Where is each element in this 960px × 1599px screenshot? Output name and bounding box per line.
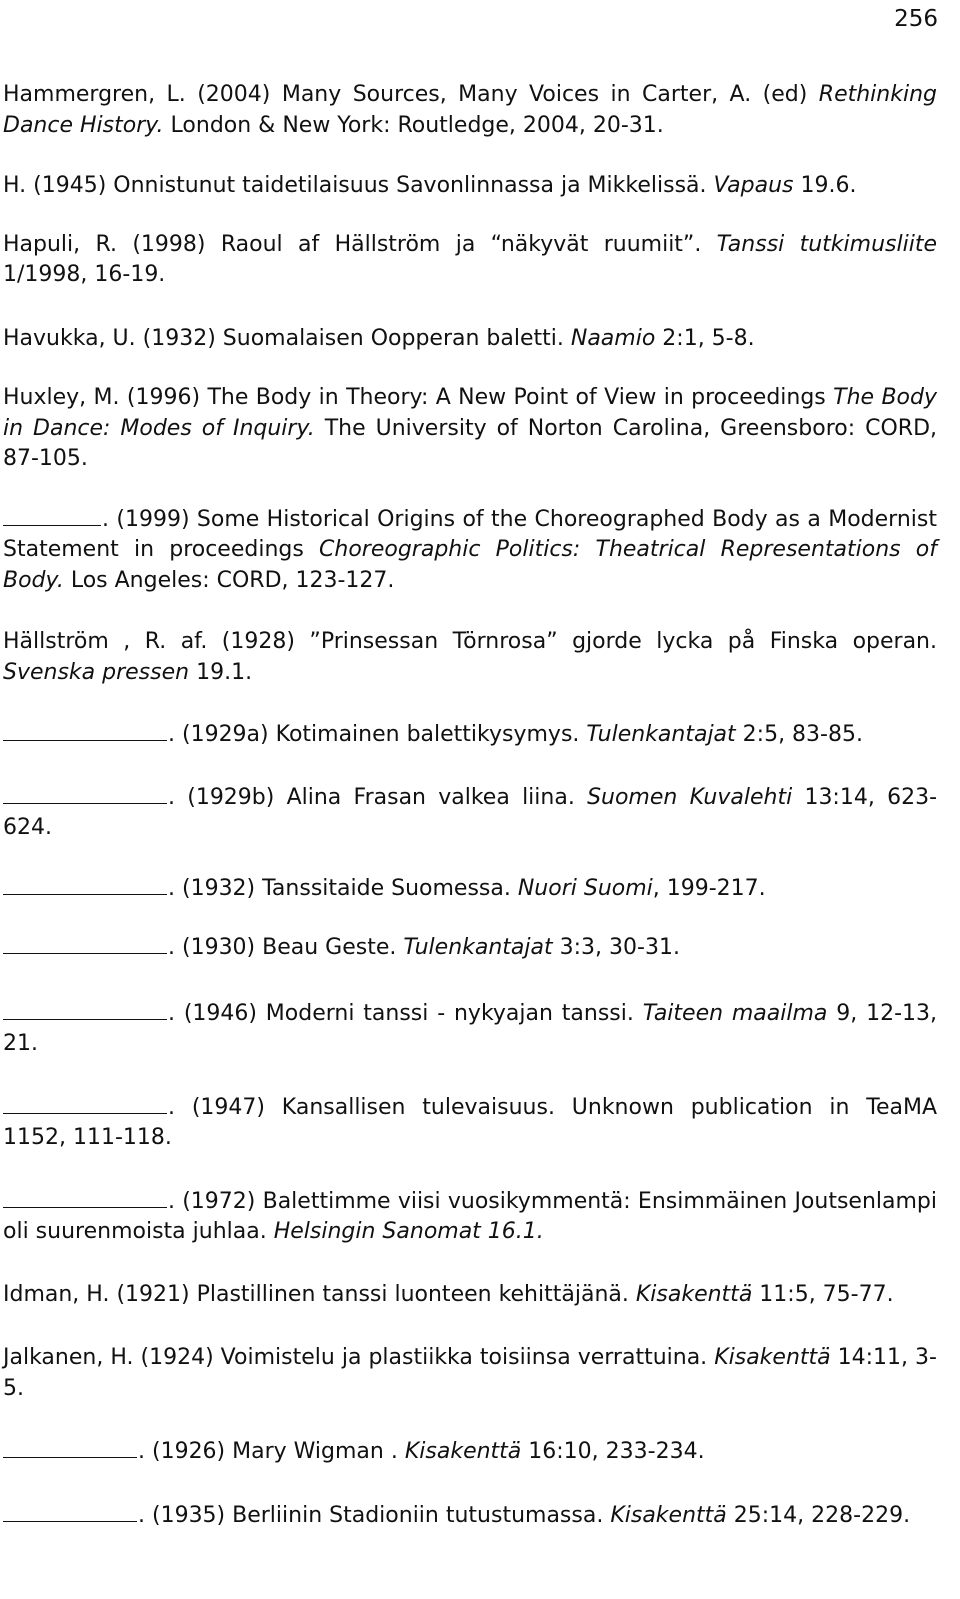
reference-text: . (1947) Kansallisen tulevaisuus. Unknown publication in TeaMA 1152, 111-118.	[3, 1094, 937, 1150]
reference-text: Hammergren, L. (2004) Many Sources, Many Voices in Carter, A. (ed)	[3, 82, 819, 107]
reference-text: . (1929a) Kotimainen balettikysymys.	[168, 722, 587, 747]
reference-title: Rethinking Dance History.	[3, 82, 937, 138]
reference-text: . (1926) Mary Wigman .	[138, 1439, 405, 1464]
reference-title: Kisakenttä	[610, 1502, 727, 1528]
reference-entry	[3, 627, 937, 688]
reference-entry	[3, 1280, 937, 1311]
reference-text: London & New York: Routledge, 2004, 20-31.	[163, 112, 664, 138]
author-repeat-line	[3, 718, 167, 741]
author-repeat-line	[3, 781, 167, 804]
reference-text: The University of Norton Carolina, Greensboro: CORD, 87-105.	[3, 415, 937, 471]
reference-entry	[3, 1499, 937, 1532]
reference-text: . (1946) Moderni tanssi - nykyajan tanssi.	[168, 1000, 643, 1026]
reference-title: Naamio	[570, 325, 656, 351]
reference-text: 2:1, 5-8.	[655, 325, 755, 351]
author-repeat-line	[3, 1091, 167, 1114]
reference-text: 2:5, 83-85.	[735, 722, 863, 747]
reference-text: 25:14, 228-229.	[726, 1502, 911, 1528]
reference-text: . (1932) Tanssitaide Suomessa.	[168, 875, 518, 901]
reference-title: Taiteen maailma	[642, 1000, 828, 1026]
author-repeat-line	[3, 1435, 137, 1458]
reference-text: Idman, H. (1921) Plastillinen tanssi luonteen kehittäjänä.	[3, 1281, 636, 1307]
reference-text: Jalkanen, H. (1924) Voimistelu ja plastiikka toisiinsa verrattuina.	[3, 1345, 715, 1370]
reference-entry	[3, 872, 937, 905]
reference-title: Kisakenttä	[404, 1439, 522, 1464]
reference-entry	[3, 383, 937, 475]
reference-text: Huxley, M. (1996) The Body in Theory: A New Point of View in proceedings	[3, 385, 834, 410]
reference-text: Hällström , R. af. (1928) ”Prinsessan Törnrosa” gjorde lycka på Finska operan.	[3, 629, 937, 654]
reference-entry	[3, 324, 937, 355]
reference-title: Suomen Kuvalehti	[587, 784, 793, 810]
author-repeat-line	[3, 1185, 167, 1208]
reference-title: Vapaus	[713, 173, 794, 198]
reference-title: Kisakenttä	[714, 1345, 831, 1370]
reference-title: Nuori Suomi	[517, 875, 653, 901]
reference-text: 14:11, 3-5.	[3, 1345, 937, 1401]
reference-text: . (1972) Balettimme viisi vuosikymmentä: Ensimmäinen Joutsenlampi oli suurenmoista juhlaa.	[3, 1188, 937, 1244]
reference-text: , 199-217.	[652, 875, 766, 901]
reference-title: Kisakenttä	[635, 1281, 753, 1307]
reference-title: Tulenkantajat	[403, 935, 553, 960]
reference-text: 13:14, 623-624.	[3, 784, 938, 840]
reference-entry	[3, 931, 937, 964]
reference-entry	[3, 781, 937, 844]
reference-entry	[3, 503, 937, 597]
reference-text: Hapuli, R. (1998) Raoul af Hällström ja “näkyvät ruumiit”.	[3, 231, 717, 257]
reference-text: . (1930) Beau Geste.	[168, 935, 404, 960]
reference-title: Svenska pressen	[3, 659, 190, 685]
reference-entry	[3, 1091, 937, 1154]
reference-title: Tulenkantajat	[586, 722, 736, 747]
reference-text: Los Angeles: CORD, 123-127.	[63, 567, 395, 593]
reference-title: The Body in Dance: Modes of Inquiry.	[3, 385, 937, 441]
reference-title: Choreographic Politics: Theatrical Representations of Body.	[3, 537, 937, 593]
reference-title: Tanssi tutkimusliite	[716, 231, 937, 257]
reference-text: 16:10, 233-234.	[521, 1439, 705, 1464]
reference-entry	[3, 1185, 937, 1248]
reference-entry	[3, 230, 937, 291]
reference-text: . (1929b) Alina Frasan valkea liina.	[168, 784, 588, 810]
author-repeat-line	[3, 1499, 137, 1522]
reference-text: 19.6.	[793, 173, 857, 198]
reference-text: 11:5, 75-77.	[752, 1281, 894, 1307]
reference-entry	[3, 80, 937, 141]
author-repeat-line	[3, 931, 167, 954]
reference-title: Helsingin Sanomat 16.1.	[273, 1219, 544, 1244]
reference-entry	[3, 718, 937, 751]
reference-text: 1/1998, 16-19.	[3, 262, 166, 287]
reference-entry	[3, 171, 937, 202]
reference-text: H. (1945) Onnistunut taidetilaisuus Savonlinnassa ja Mikkelissä.	[3, 173, 714, 198]
reference-text: 9, 12-13, 21.	[3, 1000, 937, 1056]
author-repeat-line	[3, 997, 167, 1020]
reference-entry	[3, 1435, 937, 1468]
reference-text: Havukka, U. (1932) Suomalaisen Oopperan baletti.	[3, 325, 571, 351]
author-repeat-line	[3, 872, 167, 895]
reference-entry	[3, 997, 937, 1060]
reference-entry	[3, 1343, 937, 1404]
reference-list	[3, 80, 937, 1531]
reference-text: 3:3, 30-31.	[552, 935, 680, 960]
reference-text: . (1999) Some Historical Origins of the Choreographed Body as a Modernist Statement in proceedings	[3, 506, 937, 562]
reference-text: 19.1.	[189, 659, 253, 685]
author-repeat-line	[3, 503, 101, 526]
page-number: 256	[894, 6, 938, 32]
reference-text: . (1935) Berliinin Stadioniin tutustumassa.	[138, 1502, 611, 1528]
